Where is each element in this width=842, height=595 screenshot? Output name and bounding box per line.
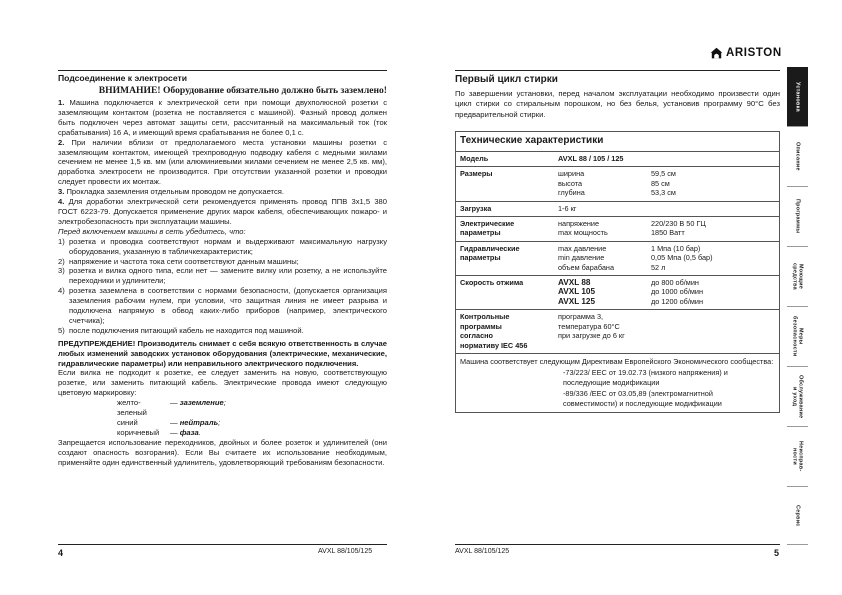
specs-param (558, 204, 651, 213)
page-number-right: 5 (774, 548, 780, 558)
specs-param-line: глубина (558, 188, 585, 198)
specs-param-line: программа 3, (558, 312, 604, 322)
section-tab-label: Программы (794, 199, 801, 234)
specs-param-line: 1-6 кг (558, 203, 577, 213)
specs-row-speed (456, 276, 779, 310)
section-tab[interactable] (787, 247, 808, 307)
note-item: -73/223/ ЕЕС от 19.02.73 (низкого напряжения) и последующие модификации (563, 368, 728, 387)
specs-label-line: Гидравлические (460, 243, 520, 253)
specs-value-line: до 800 об/мин (651, 278, 699, 288)
specs-label-line: согласно (460, 331, 493, 341)
section-tab[interactable] (787, 307, 808, 367)
paragraph-3: 3. Прокладка заземления отдельным проводом не допускается. (58, 187, 284, 197)
wire-color-row (58, 428, 387, 438)
specs-table (455, 131, 780, 413)
wire-color: желто-зеленый (117, 398, 147, 418)
check-text: после подключения питающий кабель не находится под машиной. (69, 325, 304, 335)
specs-row (456, 242, 779, 276)
specs-param-line: высота (558, 178, 583, 188)
section-title: Подсоединение к электросети (58, 73, 187, 83)
wire-color-row (58, 398, 387, 418)
section-tab-label: Сервис (794, 504, 801, 527)
check-text: напряжение и частота тока сети соответствуют данным машины; (69, 256, 299, 266)
section-tab-label: Установка (794, 81, 801, 112)
wire-color-list (58, 398, 387, 438)
final-text: Запрещается использование переходников, двойных и более розеток и удлинителей (они создают опасность возгорания). Если Вы считаете их использование необходимым, применяйте один единственный удлинитель, удовлетворяющий требованиям безопасности. (58, 437, 387, 467)
check-item (58, 326, 387, 336)
section-rule (455, 70, 780, 71)
specs-value-line: 53,3 см (651, 188, 676, 198)
section-tab[interactable] (787, 367, 808, 427)
right-page (455, 70, 780, 120)
footer-model-right: AVXL 88/105/125 (455, 548, 510, 555)
first-cycle-text: По завершении установки, перед началом эксплуатации необходимо произвести один цикл стирки со стиральным порошком, но без белья, установив программу 90°С без предварительной стирки. (455, 89, 780, 119)
specs-param-line: max давление (558, 243, 607, 253)
specs-param-line: AVXL 88 (558, 278, 591, 288)
section-rule (58, 70, 387, 71)
specs-model-value: AVXL 88 / 105 / 125 (558, 154, 624, 163)
section-tab-label: Неисправ- ности (791, 441, 804, 472)
page-number-left: 4 (58, 548, 64, 558)
house-icon (710, 47, 723, 59)
specs-value-line: до 1000 об/мин (651, 287, 703, 297)
specs-label-line: Контрольные (460, 312, 510, 322)
specs-label (456, 204, 558, 213)
specs-model-label: Модель (460, 154, 489, 163)
brand-logo (710, 47, 782, 59)
specs-param-line: max мощность (558, 228, 608, 238)
specs-rows (456, 167, 779, 276)
section-tab-label: Описание (794, 142, 801, 171)
check-item (58, 237, 387, 257)
check-text: розетка и проводка соответствуют нормам и выдерживают максимальную нагрузку оборудования, указанную в табличкехарактеристик; (69, 236, 387, 256)
specs-value (651, 169, 779, 197)
footer-rule-left (58, 544, 387, 545)
specs-label (456, 312, 558, 350)
section-tab[interactable] (787, 187, 808, 247)
specs-param-line: AVXL 125 (558, 296, 596, 306)
check-number: 5) (58, 325, 65, 335)
specs-param-line: min давление (558, 253, 605, 263)
wire-function: — нейтраль; (170, 418, 221, 427)
specs-param (558, 169, 651, 197)
section-tab[interactable] (787, 487, 808, 545)
specs-param-line: температура 60°С (558, 321, 620, 331)
specs-label-line: Скорость отжима (460, 278, 524, 288)
specs-row (456, 202, 779, 217)
specs-label-line: нормативу IEC 456 (460, 340, 528, 350)
caution-text: ПРЕДУПРЕЖДЕНИЕ! Производитель снимает с себя всякую ответственность в случае любых изменений заводских установок оборудования (электрические, механические, гидравлические параметры) или неправильного электрического подключения. (58, 338, 387, 368)
check-list (58, 237, 387, 336)
specs-value-line: 220/230 В 50 ГЦ (651, 219, 706, 229)
specs-param-line: объем барабана (558, 262, 615, 272)
first-cycle-title: Первый цикл стирки (455, 74, 558, 85)
specs-value (651, 278, 779, 306)
specs-label (456, 169, 558, 197)
specs-value-line: 1 Мпа (10 бар) (651, 243, 701, 253)
wire-color: синий (117, 418, 138, 427)
specs-title: Технические характеристики (456, 132, 779, 152)
specs-note (456, 354, 779, 412)
check-item (58, 286, 387, 326)
check-text: розетка и вилка одного типа, если нет — замените вилку или розетку, а не используйте переходники и удлинители; (69, 266, 387, 286)
specs-label (456, 278, 558, 306)
section-tabs (787, 67, 808, 545)
specs-label-line: параметры (460, 253, 501, 263)
specs-label-line: Загрузка (460, 203, 492, 213)
check-number: 1) (58, 236, 65, 246)
wire-color-row (58, 418, 387, 428)
footer-rule-right (455, 544, 780, 545)
specs-value (651, 244, 779, 272)
left-page (58, 70, 387, 468)
brand-name: ARISTON (726, 47, 782, 59)
section-tab-label: Меры безопасности (791, 316, 804, 357)
plug-text: Если вилка не подходит к розетке, ее следует заменить на новую, соответствующую розетке, или заменить питающий кабель. Электрические провода имеют следующую цветовую маркировку: (58, 368, 387, 398)
footer-model-left: AVXL 88/105/125 (318, 548, 373, 555)
check-number: 2) (58, 256, 65, 266)
specs-param-line: напряжение (558, 219, 600, 229)
wire-function: — заземление; (170, 398, 226, 408)
check-intro: Перед включением машины в сеть убедитесь, что: (58, 226, 246, 236)
check-item (58, 266, 387, 286)
specs-value (651, 204, 779, 213)
specs-label-line: Электрические (460, 219, 515, 229)
specs-param-line: ширина (558, 169, 585, 179)
note-item: -89/336 /ЕЕС от 03.05,89 (электромагнитной совместимости) и последующие модификации (563, 389, 722, 408)
warning-title: ВНИМАНИЕ! Оборудование обязательно должно быть заземлено! (98, 85, 387, 96)
specs-row (456, 217, 779, 242)
specs-label-line: программы (460, 321, 502, 331)
specs-row (456, 167, 779, 201)
check-number: 3) (58, 266, 65, 276)
specs-row-model (456, 152, 779, 167)
section-tab-label: Обслуживание и уход (791, 374, 804, 419)
section-tab-label: Моющие средства (791, 263, 804, 290)
note-items (460, 368, 774, 408)
specs-value-line: 85 см (651, 178, 670, 188)
note-intro: Машина соответствует следующим Директивам Европейского Экономического сообщества: (460, 356, 774, 366)
specs-param-line: при загрузке до 6 кг (558, 331, 625, 341)
specs-label-line: Размеры (460, 169, 493, 179)
section-tab[interactable] (787, 127, 808, 187)
check-number: 4) (58, 286, 65, 296)
specs-param (558, 219, 651, 238)
paragraph-2: 2. При наличии вблизи от предполагаемого места установки машины розетки с заземляющим контактом, имеющей трехпроводную подводку кабеля с медными жилами сечением не менее 1,5 кв. мм (или алюминиевыми жилами сечением не менее 2,5 кв. мм), доработка электросети не производится. При отсутствии указанной розетки и проводки следует провести их монтаж. (58, 137, 387, 187)
specs-value-line: 59,5 см (651, 169, 676, 179)
wire-function: — фаза. (170, 427, 201, 437)
specs-value (651, 219, 779, 238)
specs-row-control (456, 310, 779, 354)
specs-label (456, 219, 558, 238)
specs-param-line: AVXL 105 (558, 287, 596, 297)
specs-param (558, 244, 651, 272)
specs-value-line: 52 л (651, 262, 666, 272)
section-tab[interactable] (787, 427, 808, 487)
specs-param (558, 312, 651, 350)
paragraph-4: 4. Для доработки электрической сети рекомендуется применять провод ППВ 3х1,5 380 ГОСТ 6223-79. Допускается применение других марок кабеля, обеспечивающих пожаро- и электробезопасность при эксплуатации машины. (58, 197, 387, 226)
specs-value-line: 1850 Ватт (651, 228, 685, 238)
paragraph-1: 1. Машина подключается к электрической сети при помощи двухполюсной розетки с заземляющим контактом (розетка не поставляется с машиной). Фазный провод должен быть подключен через автомат защиты сети, рассчитанный на максимальный ток (ток срабатывания) 16 А, и имеющий время срабатывания не более 0,1 с. (58, 98, 387, 137)
check-text: розетка заземлена в соответствии с нормами безопасности, (допускается организация заземления рабочим нулем, при условии, что защитная линия не имеет разрыва и подключена напрямую в обвод каких-либо приборов (например, электрического счетчика); (69, 286, 387, 325)
specs-param (558, 278, 651, 306)
specs-value-line: 0,05 Мпа (0,5 бар) (651, 253, 713, 263)
specs-label (456, 244, 558, 272)
check-item (58, 257, 387, 267)
section-tab[interactable] (787, 67, 808, 127)
specs-value-line: до 1200 об/мин (651, 296, 703, 306)
wire-color: коричневый (117, 427, 160, 437)
specs-label-line: параметры (460, 228, 501, 238)
